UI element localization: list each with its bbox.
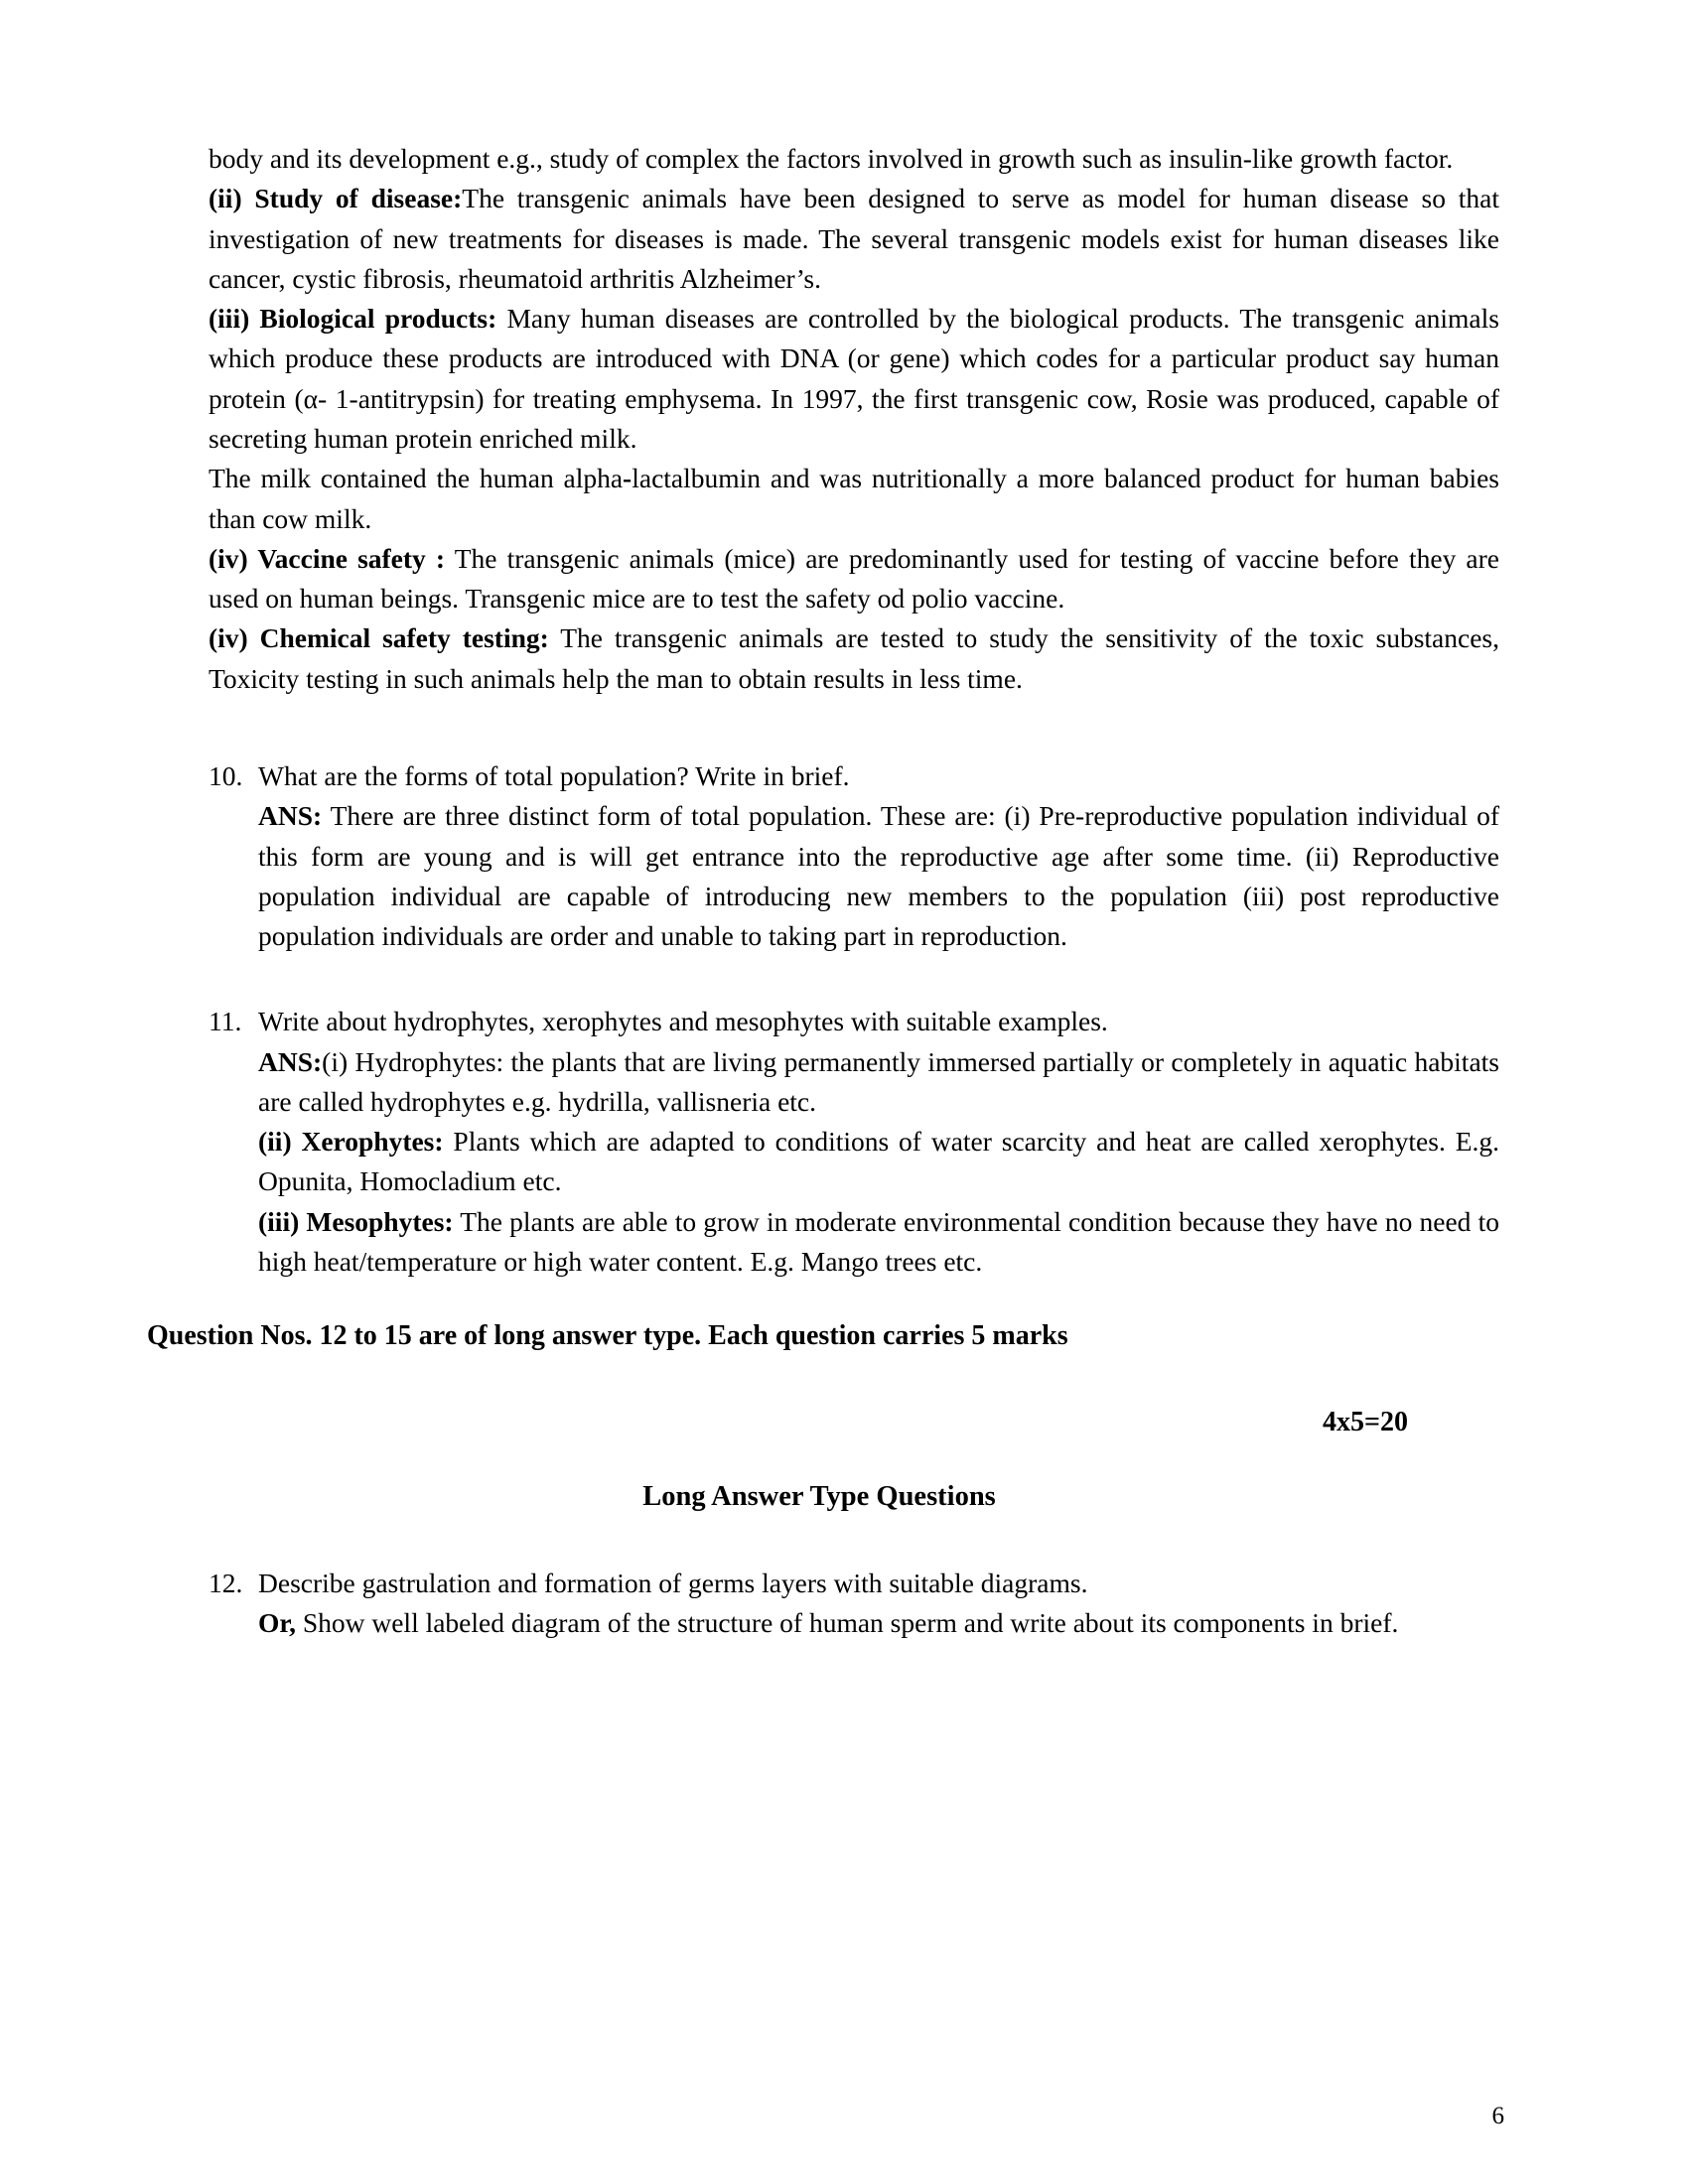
paragraph-milk-composition <box>209 459 1499 539</box>
paragraph-vaccine-safety <box>209 539 1499 619</box>
text-milk-hyphen: - <box>623 463 633 494</box>
answer-label-10: ANS: <box>258 800 323 832</box>
label-biological-products: (iii) Biological products: <box>209 303 497 335</box>
spacer <box>209 1282 1499 1315</box>
answer-label-11: ANS: <box>258 1045 323 1077</box>
section-instruction: Question Nos. 12 to 15 are of long answer type. Each question carries 5 marks <box>147 1320 1068 1352</box>
question-number-10: 10. <box>209 759 243 791</box>
question-answer-11 <box>258 1042 1499 1123</box>
answer-text-11: (i) Hydrophytes: the plants that are living permanently immersed partially or completely in aquatic habitats are called hydrophytes e.g. hydrilla, vallisneria etc. <box>258 1045 1499 1117</box>
label-mesophytes: (iii) Mesophytes: <box>258 1205 454 1237</box>
answer-text-10: There are three distinct form of total population. These are: (i) Pre-reproductive population individual of this form are young and is will get entrance into the reproductive age after some time. (ii) Reproductive population individual are capable of introducing new members to the population (iii) post reproductive population individuals are order and unable to taking part in reproduction. <box>258 800 1499 952</box>
spacer <box>209 956 1499 1002</box>
paragraph-text: body and its development e.g., study of complex the factors involved in growth such as insulin-like growth factor. <box>209 143 1454 174</box>
question-prompt-12: Describe gastrulation and formation of germs layers with suitable diagrams. <box>258 1568 1088 1599</box>
question-answer-11-part-xerophytes <box>258 1122 1499 1202</box>
page-number: 6 <box>1491 2103 1504 2129</box>
label-xerophytes: (ii) Xerophytes: <box>258 1126 444 1158</box>
text-vaccine-safety: The transgenic animals (mice) are predominantly used for testing of vaccine before they are used on human beings. Transgenic mice are to test the safety od polio vaccine. <box>209 542 1499 614</box>
text-chemical-safety-testing: The transgenic animals are tested to study the sensitivity of the toxic substances, Toxicity testing in such animals help the man to obtain results in less time. <box>209 622 1500 694</box>
question-item-10 <box>209 756 1499 956</box>
text-milk-part-b: lactalbumin and was nutritionally a more balanced product for human babies than cow milk. <box>209 463 1499 534</box>
question-answer-11-part-mesophytes <box>258 1202 1499 1283</box>
text-milk-part-a: The milk contained the human alpha <box>209 463 624 494</box>
question-prompt-11: Write about hydrophytes, xerophytes and mesophytes with suitable examples. <box>258 1006 1108 1037</box>
label-chemical-safety-testing: (iv) Chemical safety testing: <box>209 622 549 654</box>
label-vaccine-safety: (iv) Vaccine safety : <box>209 542 446 574</box>
paragraph-growth-factor <box>209 139 1499 179</box>
question-number-12: 12. <box>209 1568 243 1599</box>
text-xerophytes: Plants which are adapted to conditions of water scarcity and heat are called xerophytes. E.g. Opunita, Homocladium etc. <box>258 1126 1499 1197</box>
continued-answer-block <box>209 139 1499 699</box>
paragraph-chemical-safety-testing <box>209 618 1499 699</box>
spacer <box>209 699 1499 756</box>
paragraph-biological-products <box>209 299 1499 459</box>
spacer <box>209 1442 1499 1476</box>
question-item-11 <box>209 1002 1499 1282</box>
text-biological-products: Many human diseases are controlled by the biological products. The transgenic animals which produce these products are introduced with DNA (or gene) which codes for a particular product say human protein (α- 1-antitrypsin) for treating emphysema. In 1997, the first transgenic cow, Rosie was produced, capable of secreting human protein enriched milk. <box>209 303 1499 454</box>
question-prompt-10: What are the forms of total population? Write in brief. <box>258 759 850 791</box>
label-study-of-disease: (ii) Study of disease: <box>209 183 463 214</box>
or-label-12: Or, <box>258 1607 296 1639</box>
section-marks: 4x5=20 <box>1323 1407 1408 1438</box>
question-answer-10 <box>258 796 1499 956</box>
question-number-11: 11. <box>209 1006 242 1037</box>
spacer <box>209 1518 1499 1564</box>
spacer <box>209 1356 1499 1402</box>
question-item-12 <box>209 1564 1499 1644</box>
text-study-of-disease: The transgenic animals have been designed to serve as model for human disease so that investigation of new treatments for diseases is made. The several transgenic models exist for human diseases like cancer, cystic fibrosis, rheumatoid arthritis Alzheimer’s. <box>209 183 1499 294</box>
or-text-12: Show well labeled diagram of the structure of human sperm and write about its components in brief. <box>295 1607 1399 1639</box>
paragraph-study-of-disease <box>209 179 1499 299</box>
text-mesophytes: The plants are able to grow in moderate environmental condition because they have no need to high heat/temperature or high water content. E.g. Mango trees etc. <box>258 1205 1499 1278</box>
section-title: Long Answer Type Questions <box>642 1481 996 1513</box>
question-12-alternative <box>258 1603 1499 1643</box>
